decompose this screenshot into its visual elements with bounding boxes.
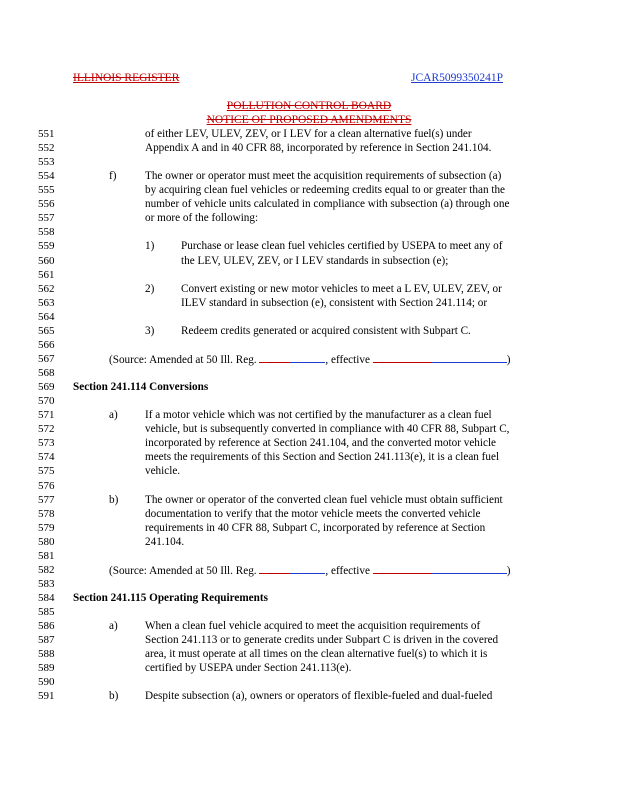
- line-number: 580: [38, 535, 55, 548]
- blank-red: [373, 564, 431, 574]
- text-line: meets the requirements of this Section and Section 241.113(e), it is a clean fuel: [145, 451, 500, 464]
- line-number: 573: [38, 437, 55, 450]
- text-line: certified by USEPA under Section 241.113(e).: [145, 662, 352, 675]
- line-number: 575: [38, 465, 55, 478]
- line-number: 578: [38, 507, 55, 520]
- blank-blue: [289, 353, 325, 363]
- section-heading: Section 241.115 Operating Requirements: [73, 591, 268, 604]
- text-line: number of vehicle units calculated in compliance with subsection (a) through one: [145, 198, 510, 211]
- line-number: 591: [38, 690, 55, 703]
- register-header: ILLINOIS REGISTER: [73, 72, 180, 84]
- line-number: 590: [38, 676, 55, 689]
- line-number: 560: [38, 254, 55, 267]
- text-line: Despite subsection (a), owners or operators of flexible-fueled and dual-fueled: [145, 690, 493, 703]
- text-line: incorporated by reference at Section 241.104, and the converted motor vehicle: [145, 437, 497, 450]
- line-number: 555: [38, 184, 55, 197]
- line-number: 567: [38, 352, 55, 365]
- text-line: vehicle, but is subsequently converted in compliance with 40 CFR 88, Subpart C,: [145, 423, 510, 436]
- line-number: 582: [38, 563, 55, 576]
- line-number: 568: [38, 367, 55, 380]
- text-line: the LEV, ULEV, ZEV, or I LEV standards in subsection (e);: [181, 254, 449, 267]
- line-number: 551: [38, 128, 55, 140]
- board-title: POLLUTION CONTROL BOARD: [226, 100, 392, 112]
- line-number: 570: [38, 395, 55, 408]
- line-number: 553: [38, 156, 55, 169]
- text-line: Redeem credits generated or acquired consistent with Subpart C.: [181, 324, 471, 337]
- text-line: Purchase or lease clean fuel vehicles certified by USEPA to meet any of: [181, 240, 503, 253]
- line-number: 552: [38, 142, 55, 155]
- text-line: requirements in 40 CFR 88, Subpart C, incorporated by reference at Section: [145, 521, 486, 534]
- text-line: ILEV standard in subsection (e), consistent with Section 241.114; or: [181, 296, 488, 309]
- line-number: 564: [38, 310, 55, 323]
- line-number: 566: [38, 338, 55, 351]
- subsection-label: b): [109, 493, 119, 506]
- text-line: 241.104.: [145, 535, 185, 548]
- text-line: The owner or operator must meet the acquisition requirements of subsection (a): [145, 170, 502, 183]
- line-number: 554: [38, 170, 55, 183]
- line-number: 589: [38, 662, 55, 675]
- line-number: 562: [38, 282, 55, 295]
- line-number: 556: [38, 198, 55, 211]
- text-line: area, it must operate at all times on the clean alternative fuel(s) to which it is: [145, 648, 488, 661]
- line-number: 584: [38, 591, 55, 604]
- source-note: (Source: Amended at 50 Ill. Reg. , effective ): [109, 564, 511, 577]
- text-line: documentation to verify that the motor vehicle meets the converted vehicle: [145, 507, 481, 520]
- line-number: 588: [38, 648, 55, 661]
- subsection-label: 3): [145, 324, 155, 337]
- blank-blue: [431, 353, 507, 363]
- text-line: Appendix A and in 40 CFR 88, incorporated by reference in Section 241.104.: [145, 142, 492, 155]
- section-heading: Section 241.114 Conversions: [73, 381, 209, 394]
- subsection-label: a): [109, 620, 118, 633]
- line-number: 565: [38, 324, 55, 337]
- line-number: 585: [38, 606, 55, 619]
- text-line: Section 241.113 or to generate credits under Subpart C is driven in the covered: [145, 634, 499, 647]
- blank-blue: [431, 564, 507, 574]
- line-number: 557: [38, 212, 55, 225]
- line-number: 586: [38, 620, 55, 633]
- text-line: When a clean fuel vehicle acquired to meet the acquisition requirements of: [145, 620, 481, 633]
- line-number: 574: [38, 451, 55, 464]
- line-number: 558: [38, 226, 55, 239]
- text-line: by acquiring clean fuel vehicles or redeeming credits equal to or greater than the: [145, 184, 506, 197]
- line-number: 569: [38, 381, 55, 394]
- notice-title: NOTICE OF PROPOSED AMENDMENTS: [206, 114, 412, 126]
- text-line: Convert existing or new motor vehicles to meet a L EV, ULEV, ZEV, or: [181, 282, 502, 295]
- line-number: 559: [38, 240, 55, 253]
- text-line: of either LEV, ULEV, ZEV, or I LEV for a clean alternative fuel(s) under: [145, 128, 472, 140]
- line-number: 581: [38, 549, 55, 562]
- blank-blue: [289, 564, 325, 574]
- line-number: 563: [38, 296, 55, 309]
- blank-red: [373, 353, 431, 363]
- line-number: 579: [38, 521, 55, 534]
- line-number: 571: [38, 409, 55, 422]
- text-line: The owner or operator of the converted clean fuel vehicle must obtain sufficient: [145, 493, 503, 506]
- text-line: If a motor vehicle which was not certified by the manufacturer as a clean fuel: [145, 409, 492, 422]
- line-number: 561: [38, 268, 55, 281]
- line-number: 587: [38, 634, 55, 647]
- blank-red: [259, 564, 289, 574]
- source-note: (Source: Amended at 50 Ill. Reg. , effective ): [109, 353, 511, 366]
- line-number: 576: [38, 479, 55, 492]
- line-number: 572: [38, 423, 55, 436]
- subsection-label: 1): [145, 240, 155, 253]
- subsection-label: b): [109, 690, 119, 703]
- text-line: vehicle.: [145, 465, 181, 478]
- subsection-label: a): [109, 409, 118, 422]
- text-line: or more of the following:: [145, 212, 259, 225]
- blank-red: [259, 353, 289, 363]
- jcar-code: JCAR5099350241P: [411, 72, 504, 84]
- line-number: 583: [38, 577, 55, 590]
- subsection-label: 2): [145, 282, 155, 295]
- subsection-label: f): [109, 170, 117, 183]
- line-number: 577: [38, 493, 55, 506]
